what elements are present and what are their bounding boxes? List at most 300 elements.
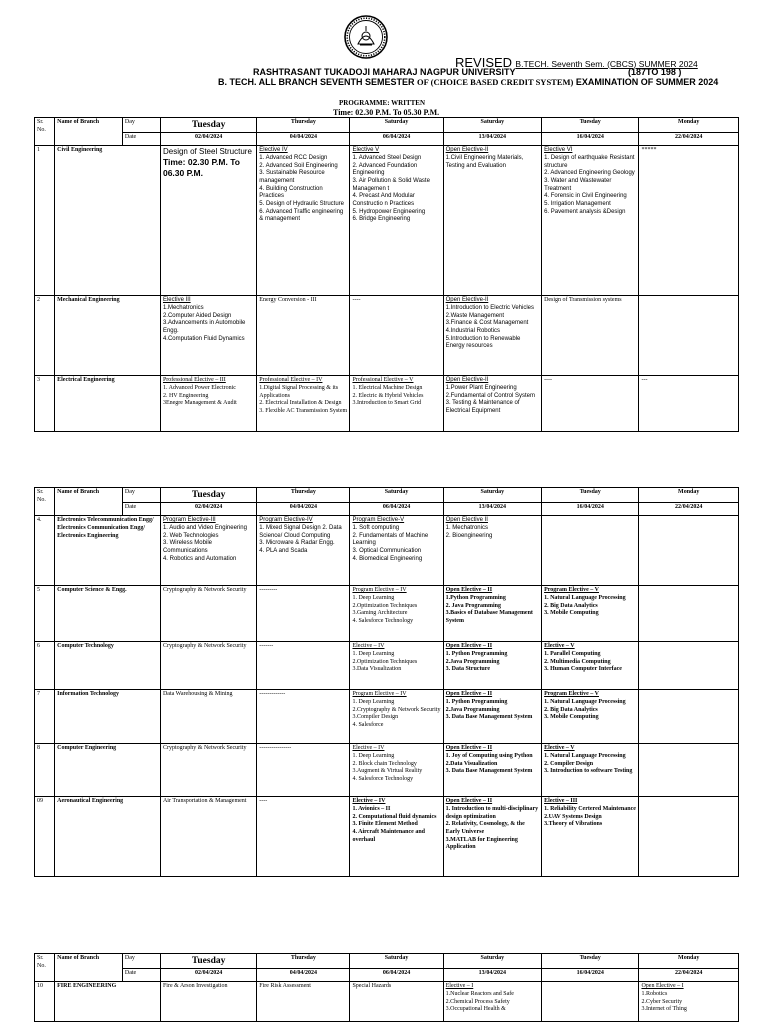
subject-line: 2. Computational fluid dynamics (352, 813, 437, 820)
subject-line: 1. Avionics – II (352, 805, 391, 812)
branch-name: Information Technology (55, 690, 161, 744)
exam-cell (350, 982, 443, 1022)
subject-line: 2. Block chain Technology (352, 760, 417, 767)
subject-line: 3.Data Visualization (352, 666, 402, 673)
exam-cell (542, 744, 639, 797)
subject-line: 4. Aircraft Maintenance and overhaul (352, 828, 426, 843)
elective-heading: Open Elective – II (445, 643, 493, 650)
exam-cell (257, 296, 350, 376)
subject-line: 6. Bridge Engineering (352, 216, 411, 223)
date-label: 02/04/2024 (160, 503, 256, 516)
branch-name: Civil Engineering (55, 146, 161, 296)
exam-cell (257, 982, 350, 1022)
sr-no: 2 (35, 296, 55, 376)
subject-line: 3.Gaming Architecture (352, 610, 408, 617)
subject-line: 1. Soft computing (352, 524, 400, 531)
date-label: 06/04/2024 (350, 503, 443, 516)
exam-cell (257, 586, 350, 642)
programme-label: PROGRAMME: WRITTEN (339, 99, 426, 107)
subject-line: 1. Advanced Steel Design (352, 154, 422, 161)
exam-title (218, 77, 718, 87)
exam-cell (443, 586, 541, 642)
sr-no-header: Sr. No. (35, 488, 55, 516)
date-label: 16/04/2024 (542, 133, 639, 146)
subject-line: 4.Industrial Robotics (445, 327, 500, 334)
day-label: Tuesday (160, 118, 256, 133)
subject-line: 6. Advanced Traffic engineering & management (259, 208, 344, 223)
exam-cell (542, 516, 639, 586)
exam-cell (350, 690, 443, 744)
exam-cell (443, 797, 541, 877)
exam-cell (350, 642, 443, 690)
exam-cell (542, 642, 639, 690)
subject-line: 1. Natural Language Processing (544, 752, 626, 759)
subject-line: 1. Deep Learning (352, 594, 395, 601)
exam-title-pre: B. TECH. ALL BRANCH SEVENTH SEMESTER (218, 77, 415, 87)
exam-cell (350, 376, 443, 432)
subject-line: 3.Theory of Vibrations (544, 821, 603, 828)
exam-cell (639, 376, 739, 432)
timetable-part-2 (34, 487, 739, 877)
subject-line: 2.Java Programming (445, 658, 500, 665)
elective-heading: Professional Elective – IV (259, 377, 323, 384)
exam-cell (350, 516, 443, 586)
subject-line: 3. Optical Communication (352, 547, 422, 554)
exam-cell (160, 146, 256, 296)
day-label: Monday (639, 118, 739, 133)
subject-line: 1.Introduction to Electric Vehicles (445, 304, 534, 311)
day-label: Thursday (257, 118, 350, 133)
subject-line: 3. Flexible AC Transmission System (259, 407, 348, 414)
date-label: 04/04/2024 (257, 133, 350, 146)
exam-cell (257, 516, 350, 586)
exam-cell (443, 982, 541, 1022)
subject-line: 4.Computation Fluid Dynamics (162, 335, 245, 342)
table-row (35, 744, 739, 797)
exam-cell (257, 690, 350, 744)
date-label: 22/04/2024 (639, 133, 739, 146)
university-name (253, 67, 682, 77)
subject-line: 1. Design of earthquake Resistant structure (544, 154, 635, 169)
subject-line: 3. Air Pollution & Solid Waste Managemen t (352, 177, 430, 192)
elective-heading: Open Elective-II (445, 297, 489, 304)
subject-line: 1. Deep Learning (352, 650, 395, 657)
subject-line: 2. Big Data Analytics (544, 602, 598, 609)
exam-cell (443, 296, 541, 376)
sr-no: 3 (35, 376, 55, 432)
subject-line: Cryptography & Network Security (162, 587, 247, 594)
elective-heading: Open Elective – II (445, 587, 493, 594)
subject-line: Special Hazards (352, 983, 392, 990)
exam-cell (443, 690, 541, 744)
subject-line: 5. Design of Hydraulic Structure (259, 200, 344, 207)
date-label: 13/04/2024 (443, 969, 541, 982)
subject-line: ---------------- (259, 745, 292, 752)
day-label: Tuesday (542, 954, 639, 969)
subject-line: 4. Biomedical Engineering (352, 555, 423, 562)
date-label: 02/04/2024 (160, 969, 256, 982)
date-label: 13/04/2024 (443, 503, 541, 516)
revised-word: REVISED (455, 55, 513, 70)
subject-line: 2.Cryptography & Network Security (352, 706, 441, 713)
subject-line: 2. Advanced Foundation Engineering (352, 162, 418, 177)
subject-line: Cryptography & Network Security (162, 643, 247, 650)
day-header: Day (122, 488, 160, 503)
header-row-dates (35, 503, 739, 516)
date-label: 22/04/2024 (639, 969, 739, 982)
day-label: Saturday (443, 488, 541, 503)
date-label: 04/04/2024 (257, 969, 350, 982)
subject-line: 3. Data Base Management System (445, 714, 533, 721)
subject-line: 1. Reliability Certered Maintenance (544, 805, 636, 812)
branch-name: Aeronautical Engineering (55, 797, 161, 877)
subject-line: 3. Data Structure (445, 666, 490, 673)
subject-line: 1. Mixed Signal Design 2. Data Science/ Cloud Computing (259, 524, 342, 539)
exam-cell (257, 797, 350, 877)
day-label: Tuesday (542, 488, 639, 503)
subject-line: 3Enegre Management & Audit (162, 400, 237, 407)
revised-subtitle: B.TECH. Seventh Sem. (CBCS) SUMMER 2024 (515, 59, 698, 69)
elective-heading: Elective V (352, 147, 380, 154)
subject-line: ------------- (259, 691, 286, 698)
day-label: Tuesday (542, 118, 639, 133)
table-row (35, 516, 739, 586)
subject-line: 3.MATLAB for Engineering Application (445, 836, 518, 851)
exam-cell (160, 376, 256, 432)
branch-name: Computer Science & Engg. (55, 586, 161, 642)
subject-line: 1. Mechatronics (445, 524, 488, 531)
branch-name: Mechanical Engineering (55, 296, 161, 376)
exam-cell (160, 586, 256, 642)
table-row (35, 376, 739, 432)
header-row-days (35, 488, 739, 503)
exam-cell (639, 797, 739, 877)
exam-title-post: EXAMINATION OF SUMMER 2024 (575, 77, 719, 87)
exam-cell (542, 982, 639, 1022)
day-header: Day (122, 954, 160, 969)
branch-name: Computer Technology (55, 642, 161, 690)
exam-cell (639, 146, 739, 296)
elective-heading: Open Elective II (445, 517, 488, 524)
sr-no: 7 (35, 690, 55, 744)
subject-line: 5.Introduction to Renewable Energy resources (445, 335, 521, 350)
day-label: Saturday (350, 488, 443, 503)
subject-line: 2. Big Data Analytics (544, 706, 598, 713)
day-label: Tuesday (160, 954, 256, 969)
subject-line: 2. Relativity, Cosmology, & the Early Universe (445, 821, 525, 835)
elective-heading: Elective III (162, 297, 191, 304)
subject-line: 3. Sustainable Resource management (259, 170, 325, 184)
exam-cell (160, 744, 256, 797)
elective-heading: Open Elective – I (641, 983, 684, 990)
elective-heading: Elective VI (544, 147, 573, 154)
exam-cell (639, 516, 739, 586)
subject-line: 2. Fundamentals of Machine Learning (352, 532, 429, 547)
date-label: 22/04/2024 (639, 503, 739, 516)
subject-line: Air Transportation & Management (162, 798, 247, 805)
day-header: Day (122, 118, 160, 133)
elective-heading: Elective – V (544, 643, 575, 650)
date-label: 04/04/2024 (257, 503, 350, 516)
subject-line: 4. Salesforce Technology (352, 775, 414, 782)
subject-line: 2.Fundamental of Control System (445, 392, 535, 399)
day-label: Saturday (350, 954, 443, 969)
subject-line: 3.Internet of Thing (641, 1006, 687, 1013)
subject-line: 2. Java Programming (445, 602, 501, 609)
subject-line: 1. Advanced RCC Design (259, 154, 328, 161)
timetable-body (35, 118, 739, 432)
exam-cell (350, 744, 443, 797)
subject-line: 2.Computer Aided Design (162, 312, 232, 319)
university-seal-icon (343, 14, 389, 60)
elective-heading: Elective – V (544, 745, 575, 752)
elective-heading: Open Elective – II (445, 691, 493, 698)
elective-heading: Program Elective-III (162, 517, 216, 524)
subject-line: Fire & Arson Investigation (162, 983, 228, 990)
branch-name: Electrical Engineering (55, 376, 161, 432)
elective-heading: Open Elective – II (445, 745, 493, 752)
subject-line: 1.Power Plant Engineering (445, 384, 517, 391)
branch-header: Name of Branch (55, 488, 123, 516)
timetable-body (35, 488, 739, 877)
subject-line: 4. Salesforce (352, 721, 384, 728)
subject-line: 2. Web Technologies (162, 532, 219, 539)
elective-heading: Elective – III (544, 798, 578, 805)
elective-heading: Program Elective – V (544, 587, 599, 594)
elective-heading: Open Elective-II (445, 147, 489, 154)
exam-title-mid: OF (CHOICE BASED CREDIT SYSTEM) (417, 77, 574, 87)
sr-no: 1 (35, 146, 55, 296)
exam-cell (160, 797, 256, 877)
subject-line: 1. Joy of Computing using Python (445, 752, 533, 759)
sr-no-header: Sr. No. (35, 954, 55, 982)
subject-line: 1. Natural Language Processing (544, 698, 626, 705)
university-title: RASHTRASANT TUKADOJI MAHARAJ NAGPUR UNIVERSITY (253, 67, 516, 77)
elective-heading: Elective – IV (352, 798, 386, 805)
exam-cell (542, 586, 639, 642)
date-label: 16/04/2024 (542, 969, 639, 982)
subject-line: 2. Bioengineering (445, 532, 493, 539)
subject-line: 4. Building Construction Practices (259, 185, 323, 200)
subject-line: 1.Nuclear Reactors and Safe (445, 990, 514, 997)
paper-range: (187TO 198 ) (628, 67, 682, 77)
date-label: 06/04/2024 (350, 133, 443, 146)
header-row-dates (35, 133, 739, 146)
sr-no: 4. (35, 516, 55, 586)
subject-line: 3. Mobile Computing (544, 610, 599, 617)
branch-header: Name of Branch (55, 954, 123, 982)
subject-line: 1. Python Programming (445, 698, 508, 705)
timetable-part-3 (34, 953, 739, 1022)
branch-name: Electronics Telecommunication Engg/ Electronics Communication Engg/ Electronics Engineering (55, 516, 161, 586)
subject-line: 6. Pavement analysis &Design (544, 208, 626, 215)
elective-heading: Open Elective-II (445, 377, 489, 384)
subject-line: 3.Occupational Health & (445, 1006, 506, 1013)
subject-line: 2. Compiler Design (544, 760, 594, 767)
subject-line: Cryptography & Network Security (162, 745, 247, 752)
exam-cell (443, 744, 541, 797)
subject-line: Design of Transmission systems (544, 297, 622, 304)
exam-cell (443, 146, 541, 296)
exam-cell (160, 642, 256, 690)
table-row (35, 296, 739, 376)
exam-cell (639, 744, 739, 797)
subject-line: --- (641, 377, 648, 384)
subject-line: 1. Deep Learning (352, 698, 395, 705)
day-label: Saturday (350, 118, 443, 133)
elective-heading: Program Elective-IV (259, 517, 313, 524)
exam-cell (639, 586, 739, 642)
day-label: Monday (639, 488, 739, 503)
subject-line: 1.Digital Signal Processing & its Applications (259, 384, 339, 399)
exam-cell (639, 296, 739, 376)
subject-line: 4. Forensic in Civil Engineering (544, 193, 627, 200)
subject-line: 3. Microware & Radar Engg. (259, 540, 335, 547)
subject-line: 2. Advanced Soil Engineering (259, 162, 338, 169)
subject-line: 2.Java Programming (445, 706, 500, 713)
exam-cell (350, 586, 443, 642)
table-row (35, 642, 739, 690)
exam-cell (443, 376, 541, 432)
elective-heading: Elective – IV (352, 643, 385, 650)
table-row (35, 586, 739, 642)
exam-cell (639, 982, 739, 1022)
table-row (35, 146, 739, 296)
sr-no: 5 (35, 586, 55, 642)
day-label: Saturday (443, 954, 541, 969)
subject-line: 3. Finite Element Method (352, 821, 418, 828)
date-header: Date (122, 969, 160, 982)
subject-line: 1.Robotics (641, 990, 668, 997)
subject-line: 1. Python Programming (445, 650, 508, 657)
date-header: Date (122, 133, 160, 146)
branch-header: Name of Branch (55, 118, 123, 146)
day-label: Tuesday (160, 488, 256, 503)
elective-heading: Program Elective – IV (352, 691, 407, 698)
date-label: 02/04/2024 (160, 133, 256, 146)
subject-line: 4. Salesforce Technology (352, 617, 414, 624)
subject-line: Fire Risk Assessment (259, 983, 311, 990)
day-label: Thursday (257, 954, 350, 969)
subject-line: 2.UAV Systems Design (544, 813, 602, 820)
elective-heading: Professional Elective – V (352, 377, 414, 384)
subject-line: 3.Compiler Design (352, 714, 399, 721)
subject-line: 3.Finance & Cost Management (445, 320, 529, 327)
subject-line: 4. PLA and Scada (259, 547, 308, 554)
subject-line: 2. Multimedia Computing (544, 658, 611, 665)
exam-cell (257, 744, 350, 797)
sr-no: 6 (35, 642, 55, 690)
sr-no: 8 (35, 744, 55, 797)
elective-heading: Elective IV (259, 147, 288, 154)
header-row-days (35, 954, 739, 969)
subject-line: 5. Irrigation Management (544, 200, 611, 207)
subject-line: 3. Wireless Mobile Communications (162, 540, 212, 554)
subject-line: 3. Human Computer Interface (544, 666, 622, 673)
exam-time: Time: 02.30 P.M. To 05.30 P.M. (333, 108, 440, 117)
header-row-days (35, 118, 739, 133)
subject-line: Design of Steel Structure (162, 147, 252, 157)
subject-line: 1. Deep Learning (352, 752, 395, 759)
exam-cell (160, 296, 256, 376)
elective-heading: Program Elective – IV (352, 587, 407, 594)
exam-cell (542, 797, 639, 877)
date-label: 06/04/2024 (350, 969, 443, 982)
date-header: Date (122, 503, 160, 516)
elective-heading: Open Elective – II (445, 798, 493, 805)
day-label: Thursday (257, 488, 350, 503)
day-label: Saturday (443, 118, 541, 133)
day-label: Monday (639, 954, 739, 969)
table-row (35, 982, 739, 1022)
subject-line: Data Warehousing & Mining (162, 691, 233, 698)
elective-heading: Program Elective – V (544, 691, 599, 698)
subject-line: 3.Basics of Database Management System (445, 610, 533, 624)
exam-cell (443, 516, 541, 586)
exam-cell (639, 642, 739, 690)
subject-line: 2.Chemical Process Safety (445, 998, 510, 1005)
exam-cell (350, 146, 443, 296)
subject-line: ---- (544, 377, 553, 384)
subject-line: 3. Water and Wastewater Treatment (544, 177, 612, 192)
header-row-dates (35, 969, 739, 982)
subject-line: 2.Cyber Security (641, 998, 683, 1005)
exam-cell (257, 146, 350, 296)
exam-cell (639, 690, 739, 744)
subject-line: 3. Testing & Maintenance of Electrical Equipment (445, 400, 520, 414)
table-row (35, 797, 739, 877)
sr-no: 09 (35, 797, 55, 877)
exam-cell (257, 642, 350, 690)
subject-line: 4. Robotics and Automation (162, 555, 237, 562)
subject-line: Energy Conversion - III (259, 297, 317, 304)
sr-no-header: Sr. No. (35, 118, 55, 146)
subject-line: 1. Electrical Machine Design (352, 384, 423, 391)
subject-line: 2.Optimization Techniques (352, 658, 418, 665)
exam-cell (350, 797, 443, 877)
exam-time-note: Time: 02.30 P.M. To 06.30 P.M. (162, 157, 240, 179)
subject-line: ---- (259, 798, 268, 805)
subject-line: 1.Mechatronics (162, 304, 204, 311)
subject-line: 4. Precast And Modular Constructio n Practices (352, 193, 415, 207)
subject-line: 1. Audio and Video Engineering (162, 524, 247, 531)
subject-line: ------- (259, 643, 274, 650)
timetable-part-1 (34, 117, 739, 432)
exam-cell (160, 982, 256, 1022)
branch-name: Computer Engineering (55, 744, 161, 797)
subject-line: 2. HV Engineering (162, 392, 209, 399)
subject-line: 2.Data Visualization (445, 760, 498, 767)
subject-line: 3.Advancements in Automobile Engg. (162, 320, 246, 334)
subject-line: 1.Python Programming (445, 594, 506, 601)
exam-cell (443, 642, 541, 690)
subject-line: 3. Data Base Management System (445, 768, 533, 775)
subject-line: 1. Parallel Computing (544, 650, 601, 657)
date-label: 13/04/2024 (443, 133, 541, 146)
timetable-body (35, 954, 739, 1022)
subject-line: 2.Optimization Techniques (352, 602, 418, 609)
subject-line: ***** (641, 147, 657, 154)
subject-line: 1. Introduction to multi-disciplinary design optimization (445, 805, 539, 820)
subject-line: 2.Waste Management (445, 312, 505, 319)
subject-line: 5. Hydropower Engineering (352, 208, 426, 215)
exam-cell (160, 690, 256, 744)
subject-line: 3. Mobile Computing (544, 714, 599, 721)
elective-heading: Elective – I (445, 983, 474, 990)
sr-no: 10 (35, 982, 55, 1022)
subject-line: 2. Advanced Engineering Geology (544, 170, 635, 177)
subject-line: 1. Advanced Power Electronic (162, 384, 236, 391)
